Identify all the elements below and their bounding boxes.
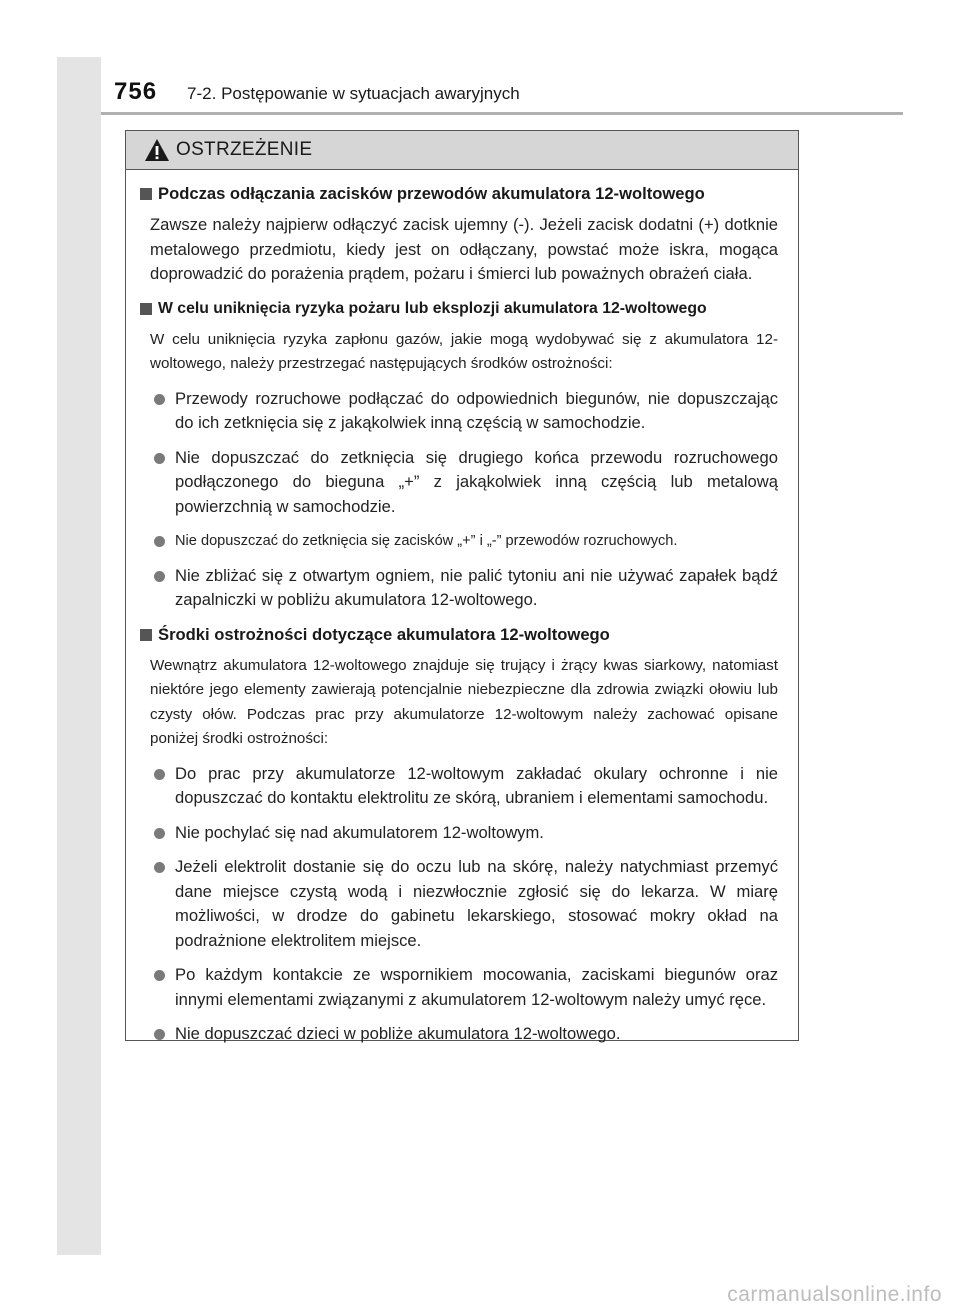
warning-title: OSTRZEŻENIE: [176, 139, 313, 160]
round-bullet-icon: [154, 394, 165, 405]
list-item-text: Przewody rozruchowe podłączać do odpowiednich biegunów, nie dopuszczając do ich zetknięcia się z jakąkolwiek inną częścią w samochodzie.: [175, 388, 778, 432]
section-paragraph: W celu uniknięcia ryzyka zapłonu gazów, jakie mogą wydobywać się z akumulatora 12-woltowego, należy przestrzegać następujących środków ostrożności:: [150, 330, 778, 372]
list-item: [154, 762, 778, 811]
round-bullet-icon: [154, 970, 165, 981]
list-item-text: Nie dopuszczać do zetknięcia się zacisków „+” i „-” przewodów rozruchowych.: [175, 533, 678, 549]
list-item-text: Do prac przy akumulatorze 12-woltowym zakładać okulary ochronne i nie dopuszczać do kontaktu elektrolitu ze skórą, ubraniem i elementami samochodu.: [175, 763, 778, 807]
warning-triangle-icon: [144, 138, 170, 162]
list-item: [154, 564, 778, 613]
section-heading-text: Podczas odłączania zacisków przewodów akumulatora 12-woltowego: [158, 184, 705, 203]
list-item-text: Nie pochylać się nad akumulatorem 12-woltowym.: [175, 822, 544, 842]
round-bullet-icon: [154, 1029, 165, 1040]
watermark: carmanualsonline.info: [727, 1283, 942, 1306]
section-title: 7-2. Postępowanie w sytuacjach awaryjnych: [187, 84, 520, 103]
round-bullet-icon: [154, 769, 165, 780]
page-number: 756: [114, 78, 158, 105]
list-item: [154, 387, 778, 436]
round-bullet-icon: [154, 453, 165, 464]
list-item: [154, 821, 778, 846]
list-item-text: Nie dopuszczać do zetknięcia się drugiego końca przewodu rozruchowego podłączonego do bieguna „+” z jakąkolwiek inną częścią lub metalową powierzchnią w samochodzie.: [175, 447, 778, 516]
section-heading: [140, 623, 778, 647]
section-heading-text: W celu uniknięcia ryzyka pożaru lub eksplozji akumulatora 12-woltowego: [158, 299, 707, 317]
page-header: [114, 78, 520, 110]
round-bullet-icon: [154, 571, 165, 582]
section-heading-text: Środki ostrożności dotyczące akumulatora 12-woltowego: [158, 624, 610, 644]
list-item-text: Nie zbliżać się z otwartym ogniem, nie palić tytoniu ani nie używać zapałek bądź zapalniczki w pobliżu akumulatora 12-woltowego.: [175, 565, 778, 609]
list-item-text: Jeżeli elektrolit dostanie się do oczu lub na skórę, należy natychmiast przemyć dane miejsce czystą wodą i niezwłocznie zgłosić się do lekarza. W miarę możliwości, w drodze do gabinetu lekarskiego, stosować mokry okład na podrażnione elektrolitem miejsce.: [175, 857, 778, 950]
warning-box: [125, 130, 799, 1041]
warning-header: [126, 131, 798, 170]
list-item: [154, 446, 778, 520]
section-heading: [140, 182, 778, 206]
square-bullet-icon: [140, 629, 152, 641]
list-item: [154, 1022, 778, 1047]
list-item: [154, 963, 778, 1012]
round-bullet-icon: [154, 828, 165, 839]
warning-body: [126, 170, 798, 1047]
list-item-text: Nie dopuszczać dzieci w pobliże akumulatora 12-woltowego.: [175, 1024, 621, 1043]
list-item: [154, 855, 778, 953]
round-bullet-icon: [154, 862, 165, 873]
list-item-text: Po każdym kontakcie ze wspornikiem mocowania, zaciskami biegunów oraz innymi elementami związanymi z akumulatorem 12-woltowym należy umyć ręce.: [175, 965, 778, 1009]
list-item: [154, 529, 778, 554]
square-bullet-icon: [140, 303, 152, 315]
page-margin-strip: [57, 57, 101, 1255]
section-heading: [140, 297, 778, 321]
square-bullet-icon: [140, 188, 152, 200]
round-bullet-icon: [154, 536, 165, 547]
section-paragraph: Zawsze należy najpierw odłączyć zacisk ujemny (-). Jeżeli zacisk dodatni (+) dotknie metalowego przedmiotu, kiedy jest on odłączany, powstać może iskra, mogąca doprowadzić do porażenia prądem, pożaru i śmierci lub poważnych obrażeń ciała.: [150, 215, 778, 283]
header-divider: [101, 112, 903, 115]
section-paragraph: Wewnątrz akumulatora 12-woltowego znajduje się trujący i żrący kwas siarkowy, natomiast niektóre jego elementy zawierają potencjalnie niebezpieczne dla zdrowia związki ołowiu lub czysty ołów. Podczas prac przy akumulatorze 12-woltowym należy zachować opisane poniżej środki ostrożności:: [150, 656, 778, 747]
